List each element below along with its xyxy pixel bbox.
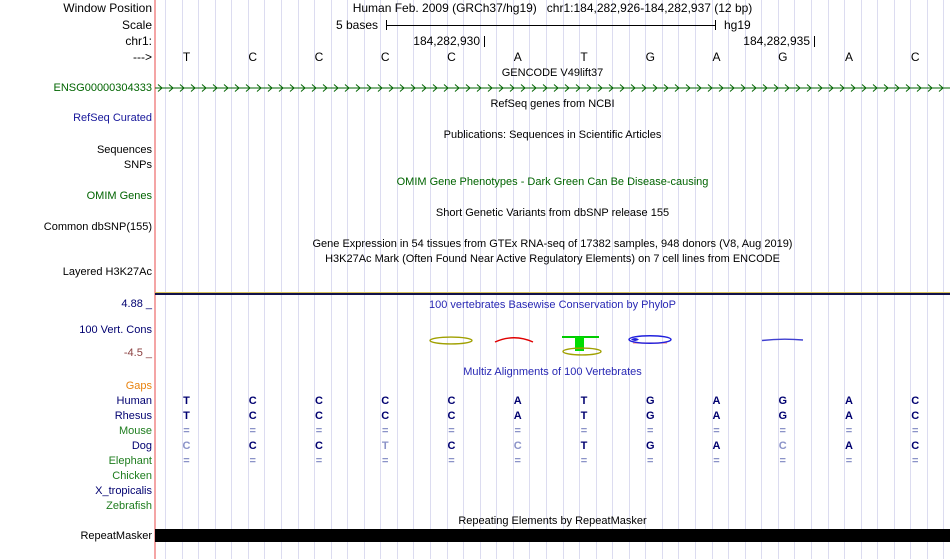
species-label-x_tropicalis[interactable]: X_tropicalis (95, 485, 152, 497)
base-letter: C (447, 50, 456, 64)
alignment-base: = (647, 425, 654, 437)
alignment-base: = (779, 425, 786, 437)
publications-track-message: Publications: Sequences in Scientific Articles (443, 129, 662, 141)
coordinate-left: 184,282,930 (413, 34, 480, 48)
alignment-base: = (315, 455, 323, 467)
base-sequence-row (155, 50, 950, 64)
gene-structure-arrows[interactable] (155, 83, 950, 93)
base-letter: A (513, 50, 522, 64)
alignment-base: T (580, 395, 588, 407)
gene-label[interactable]: ENSG00000304333 (53, 82, 152, 94)
alignment-base: = (779, 455, 786, 467)
alignment-base: = (647, 455, 654, 467)
alignment-base: C (381, 410, 390, 422)
alignment-base: = (448, 425, 455, 437)
alignment-base: C (911, 410, 920, 422)
alignment-base: C (447, 395, 456, 407)
conservation-track-title: 100 vertebrates Basewise Conservation by PhyloP (428, 299, 677, 311)
repeatmasker-element-bar[interactable] (155, 529, 950, 542)
alignment-base: = (580, 455, 588, 467)
base-letter: A (712, 50, 721, 64)
alignment-base: = (713, 455, 720, 467)
alignment-base: = (448, 455, 455, 467)
alignment-base: A (712, 440, 721, 452)
position-line: Human Feb. 2009 (GRCh37/hg19) chr1:184,282,926-184,282,937 (12 bp) (352, 1, 753, 15)
multiz-track-title: Multiz Alignments of 100 Vertebrates (463, 366, 642, 378)
scale-ruler-line (386, 25, 716, 26)
alignment-row-mouse (155, 424, 950, 438)
h3k27ac-track-message: H3K27Ac Mark (Often Found Near Active Regulatory Elements) on 7 cell lines from ENCODE (325, 253, 780, 265)
refseq-track-label[interactable]: RefSeq Curated (73, 112, 152, 124)
alignment-base: C (182, 440, 191, 452)
publications-track-label-line1[interactable]: Sequences (96, 144, 152, 156)
species-label-dog[interactable]: Dog (131, 440, 152, 452)
alignment-base: A (513, 395, 522, 407)
alignment-base: C (248, 440, 257, 452)
species-label-rhesus[interactable]: Rhesus (114, 410, 152, 422)
alignment-base: C (315, 410, 323, 422)
alignment-base: = (183, 455, 190, 467)
alignment-base: C (447, 440, 456, 452)
base-letter: A (844, 50, 853, 64)
alignment-base: C (911, 440, 920, 452)
alignment-base: = (249, 425, 256, 437)
publications-track-label-line2[interactable]: SNPs (123, 159, 152, 171)
alignment-base: = (912, 425, 919, 437)
species-label-elephant[interactable]: Elephant (108, 455, 152, 467)
chromosome-label: chr1: (125, 34, 152, 48)
dbsnp-track-label[interactable]: Common dbSNP(155) (43, 221, 152, 233)
alignment-base: = (315, 425, 323, 437)
alignment-row-elephant (155, 454, 950, 468)
h3k27ac-baseline (155, 293, 950, 295)
alignment-row-x_tropicalis (155, 484, 950, 498)
gtex-track-message: Gene Expression in 54 tissues from GTEx RNA-seq of 17382 samples, 948 donors (V8, Aug 2019) (312, 238, 793, 250)
scale-ruler-right-tick (715, 20, 716, 30)
species-label-zebrafish[interactable]: Zebrafish (106, 500, 152, 512)
scale-value: 5 bases (335, 18, 378, 32)
alignment-row-dog (155, 439, 950, 453)
alignment-base: G (645, 410, 655, 422)
dbsnp-track-message: Short Genetic Variants from dbSNP release 155 (435, 207, 670, 219)
alignment-base: C (381, 395, 390, 407)
h3k27ac-track-label[interactable]: Layered H3K27Ac (62, 266, 152, 278)
conservation-max-value: 4.88 _ (121, 298, 152, 310)
coordinate-right: 184,282,935 (743, 34, 810, 48)
repeatmasker-track-title: Repeating Elements by RepeatMasker (458, 515, 647, 527)
alignment-base: T (381, 440, 389, 452)
alignment-base: = (183, 425, 190, 437)
scale-ruler-left-tick (386, 20, 387, 30)
alignment-base: = (845, 425, 853, 437)
window-position-label: Window Position (63, 1, 152, 15)
alignment-base: T (580, 410, 588, 422)
alignment-base: G (645, 395, 655, 407)
alignment-base: C (315, 395, 323, 407)
alignment-row-chicken (155, 469, 950, 483)
scale-label: Scale (121, 18, 152, 32)
assembly-label: hg19 (724, 18, 751, 32)
alignment-base: T (183, 410, 190, 422)
alignment-base: C (248, 410, 257, 422)
species-label-human[interactable]: Human (116, 395, 152, 407)
base-letter: T (182, 50, 191, 64)
base-letter: C (910, 50, 920, 64)
alignment-base: G (645, 440, 655, 452)
conservation-track-label[interactable]: 100 Vert. Cons (79, 324, 152, 336)
coordinate-right-tick (814, 36, 815, 47)
species-label-chicken[interactable]: Chicken (112, 470, 152, 482)
alignment-base: T (580, 440, 588, 452)
base-letter: G (778, 50, 788, 64)
alignment-base: C (248, 395, 257, 407)
repeatmasker-track-label[interactable]: RepeatMasker (80, 530, 152, 542)
alignment-base: T (183, 395, 190, 407)
alignment-base: = (514, 425, 521, 437)
alignment-base: = (912, 455, 919, 467)
alignment-row-gaps (155, 379, 950, 393)
refseq-track-message: RefSeq genes from NCBI (490, 98, 615, 110)
alignment-base: = (382, 455, 389, 467)
alignment-base: A (513, 410, 522, 422)
alignment-base: A (712, 410, 721, 422)
alignment-base: C (778, 440, 787, 452)
base-letter: T (580, 50, 588, 64)
species-label-mouse[interactable]: Mouse (118, 425, 152, 437)
alignment-base: A (712, 395, 721, 407)
alignment-base: = (249, 455, 256, 467)
alignment-base: = (845, 455, 853, 467)
alignment-row-rhesus (155, 409, 950, 423)
base-letter: C (314, 50, 324, 64)
alignment-row-human (155, 394, 950, 408)
alignment-base: C (911, 395, 920, 407)
alignment-base: G (778, 395, 788, 407)
alignment-base: C (447, 410, 456, 422)
alignment-base: G (778, 410, 788, 422)
phylop-wiggle[interactable] (155, 330, 950, 362)
alignment-base: C (315, 440, 323, 452)
strand-arrow-label: ---> (133, 50, 152, 64)
omim-track-message: OMIM Gene Phenotypes - Dark Green Can Be Disease-causing (396, 176, 709, 188)
alignment-base: C (513, 440, 522, 452)
alignment-base: A (845, 395, 853, 407)
alignment-base: A (845, 410, 853, 422)
base-letter: G (645, 50, 655, 64)
alignment-base: = (713, 425, 720, 437)
alignment-row-zebrafish (155, 499, 950, 513)
alignment-base: A (845, 440, 853, 452)
base-letter: C (380, 50, 390, 64)
alignment-base: = (382, 425, 389, 437)
omim-track-label[interactable]: OMIM Genes (86, 190, 152, 202)
gencode-track-title: GENCODE V49lift37 (501, 67, 604, 79)
alignment-base: = (580, 425, 588, 437)
base-letter: C (248, 50, 258, 64)
species-label-gaps[interactable]: Gaps (125, 380, 152, 392)
conservation-min-value: -4.5 _ (123, 347, 152, 359)
alignment-base: = (514, 455, 521, 467)
